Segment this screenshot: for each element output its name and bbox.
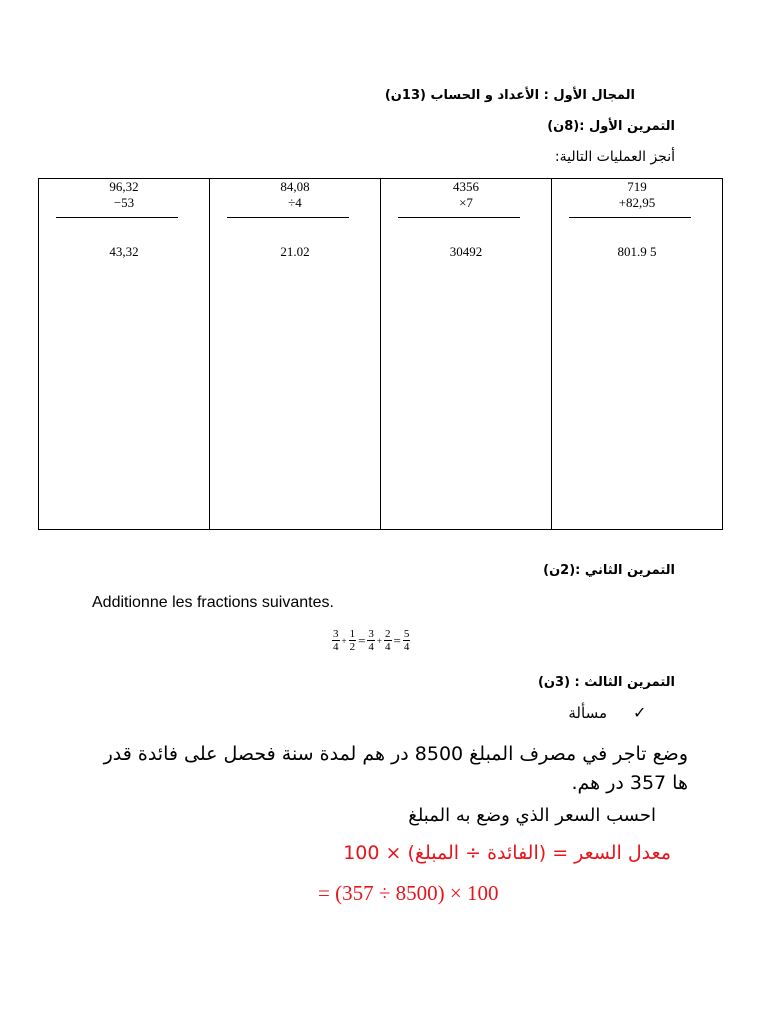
- rate-formula: معدل السعر = (الفائدة ÷ المبلغ) × 100: [343, 842, 671, 864]
- operand-1: 96,32: [109, 179, 139, 194]
- exercise2-title: التمرين الثاني :(2ن): [543, 563, 675, 578]
- operation-line: [56, 217, 178, 218]
- operation-result: 43,32: [109, 244, 139, 259]
- problem-text: وضع تاجر في مصرف المبلغ 8500 در هم لمدة سنة فحصل على فائدة قدر ها 357 در هم.: [103, 743, 688, 794]
- plus-sign: +: [376, 635, 382, 646]
- plus-sign: +: [341, 635, 347, 646]
- problem-label: مسألة: [568, 704, 607, 722]
- operation-line: [569, 217, 691, 218]
- equals-sign: =: [393, 632, 401, 648]
- operand-2: −53: [113, 195, 135, 210]
- operation-cell-subtraction: [39, 179, 210, 530]
- operations-table: [38, 178, 723, 530]
- fraction: $\frac{2}{4}$: [385, 628, 391, 653]
- operation-line: [227, 217, 349, 218]
- operand-2: +82,95: [618, 195, 656, 210]
- operation-line: [398, 217, 520, 218]
- fraction-equation: [331, 628, 411, 653]
- fraction: $\frac{3}{4}$: [333, 628, 339, 653]
- problem-question: احسب السعر الذي وضع به المبلغ: [408, 805, 656, 826]
- checkmark-icon: ✓: [633, 703, 647, 722]
- fraction: $\frac{5}{4}$: [403, 628, 410, 653]
- exercise2-instruction: Additionne les fractions suivantes.: [92, 594, 334, 611]
- domain-title: المجال الأول : الأعداد و الحساب (13ن): [384, 88, 635, 103]
- exercise1-title: التمرين الأول :(8ن): [547, 119, 675, 134]
- operand-1: 84,08: [280, 179, 310, 194]
- rate-calculation: = (357 ÷ 8500) × 100: [318, 881, 499, 905]
- operation-cell-division: [210, 179, 381, 530]
- operation-result: 801.9 5: [617, 244, 657, 259]
- exercise3-title: التمرين الثالث : (3ن): [537, 675, 675, 690]
- fraction: $\frac{3}{4}$: [368, 628, 374, 653]
- operation-cell-addition: [552, 179, 723, 530]
- exercise1-instruction: أنجز العمليات التالية:: [554, 149, 675, 165]
- operation-result: 30492: [449, 244, 483, 259]
- operand-2: ÷4: [288, 195, 302, 210]
- operand-1: 4356: [453, 179, 479, 194]
- operation-cell-multiplication: [381, 179, 552, 530]
- equals-sign: =: [358, 632, 366, 648]
- operand-1: 719: [627, 179, 647, 194]
- operation-result: 21.02: [280, 244, 310, 259]
- operand-2: ×7: [459, 195, 473, 210]
- fraction: $\frac{1}{2}$: [349, 628, 356, 653]
